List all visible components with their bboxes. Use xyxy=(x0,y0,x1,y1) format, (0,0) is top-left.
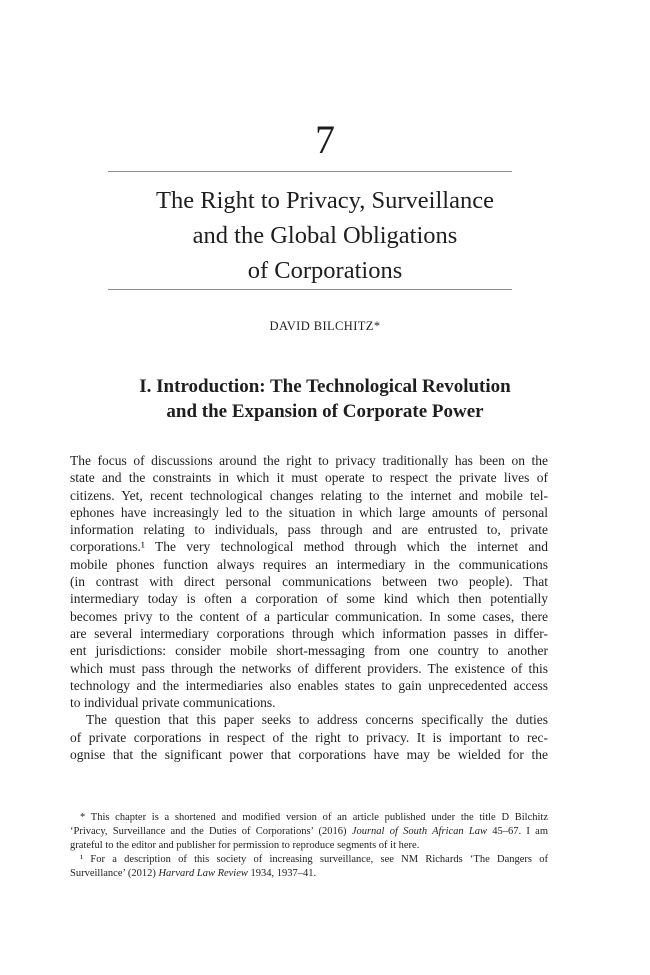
footnote-journal: Journal of South African Law xyxy=(351,826,487,837)
chapter-title-line: of Corporations xyxy=(247,257,403,284)
body-line: intermediary today is often a corporation of some kind which then potentially xyxy=(70,591,548,607)
chapter-title-line: and the Global Obligations xyxy=(192,222,458,249)
chapter-title-line: The Right to Privacy, Surveillance xyxy=(156,187,494,214)
section-heading xyxy=(90,374,560,424)
body-line: are several intermediary corporations through which information passes in differ- xyxy=(70,625,548,641)
chapter-title xyxy=(60,183,590,288)
footnote-text: 1934, 1937–41. xyxy=(247,868,317,879)
body-line: to individual private communications. xyxy=(70,695,276,711)
body-line: corporations.¹ The very technological method through which the internet and xyxy=(70,539,548,555)
footnote-text: Surveillance’ (2012) xyxy=(70,868,159,879)
body-line: information relating to individuals, pass through and are entrusted to, private xyxy=(70,522,548,538)
body-line: which must pass through the networks of different providers. The existence of this xyxy=(70,660,548,676)
chapter-number: 7 xyxy=(315,117,335,162)
footnote-text: ‘Privacy, Surveillance and the Duties of Corporations’ (2016) xyxy=(70,826,352,837)
body-line: ognise that the significant power that corporations have may be wielded for the xyxy=(70,747,548,763)
body-line: ent jurisdictions: consider mobile short-messaging from one country to another xyxy=(70,643,548,659)
footnote-journal: Harvard Law Review xyxy=(158,868,248,879)
body-line: of private corporations in respect of the right to privacy. It is important to rec- xyxy=(70,729,548,745)
body-line: mobile phones function always requires an intermediary in the communications xyxy=(70,556,548,572)
footnote-line: grateful to the editor and publisher for permission to reproduce segments of it here. xyxy=(70,840,420,851)
title-bottom-rule xyxy=(108,289,512,290)
footnote-line: ¹ For a description of this society of increasing surveillance, see NM Richards ‘The Dangers of xyxy=(80,854,548,865)
body-text xyxy=(70,452,548,763)
body-line: becomes privy to the content of a particular communication. In some cases, there xyxy=(70,608,548,624)
footnote-line: * This chapter is a shortened and modified version of an article published under the title D Bilchitz xyxy=(80,812,548,823)
section-heading-line: and the Expansion of Corporate Power xyxy=(166,401,484,422)
body-line: The focus of discussions around the right to privacy traditionally has been on the xyxy=(70,453,548,468)
body-line: citizens. Yet, recent technological changes relating to the internet and mobile tel- xyxy=(70,487,548,503)
title-top-rule xyxy=(108,171,512,172)
footnotes xyxy=(70,811,548,881)
body-line: technology and the intermediaries also enables states to gain unprecedented access xyxy=(70,677,548,693)
footnote-line xyxy=(70,825,548,839)
body-line: ephones have increasingly led to the situation in which large amounts of personal xyxy=(70,504,548,520)
body-line: state and the constraints in which it must operate to respect the private lives of xyxy=(70,470,548,486)
body-line: The question that this paper seeks to address concerns specifically the duties xyxy=(86,712,548,728)
author-name: DAVID BILCHITZ* xyxy=(269,319,381,333)
body-line: (in contrast with direct personal communications between two people). That xyxy=(70,574,548,590)
section-heading-line: I. Introduction: The Technological Revolution xyxy=(139,376,511,397)
footnote-line xyxy=(70,867,548,881)
footnote-text: 45–67. I am xyxy=(487,826,548,837)
